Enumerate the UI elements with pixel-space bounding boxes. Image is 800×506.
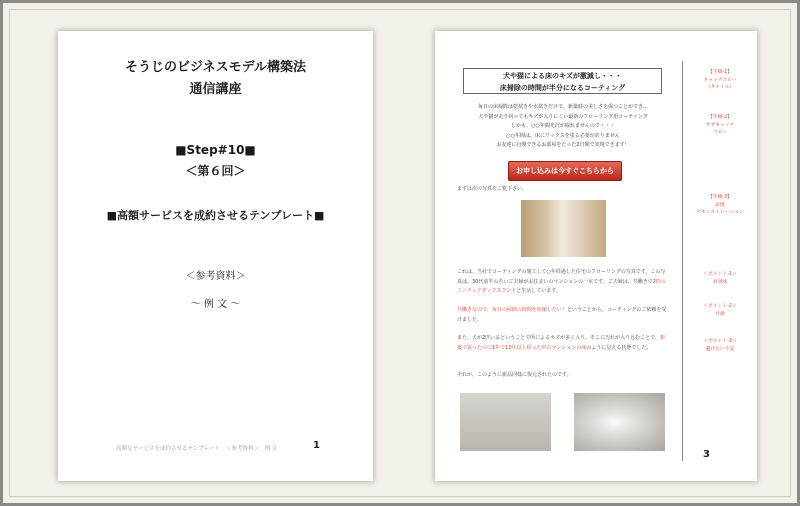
intro-line: 毎日の床掃除は乾拭きや水拭きだけで、新築時の美しさを保つことができ… <box>478 104 648 110</box>
side-note-line: 避けたい不安 <box>705 346 735 352</box>
page-number: 1 <box>313 440 320 451</box>
side-note-step-3 <box>687 194 753 217</box>
para1-highlight: 2匹のミニチュアダックスフンド <box>457 278 666 294</box>
para3-highlight: 新築で買ったのに1年で10年以上経った中古マンションの床 <box>457 335 666 351</box>
example-page <box>435 31 757 481</box>
side-note-step-1 <box>687 69 753 92</box>
intro-line: お友達に自慢できるお部屋をたった2日間で実現できます！ <box>496 142 630 148</box>
para2-highlight: 共働きなので、毎日の掃除の時間を短縮したい！ <box>457 307 567 313</box>
example-label: ～ 例 文 ～ <box>190 299 241 310</box>
intro-line: しかも、○○年間光沢が取れませんので・・・ <box>511 123 615 129</box>
photo-intro: まずは次の写真をご覧下さい。 <box>457 186 528 192</box>
cover-page <box>58 31 373 481</box>
footer-title: 高額なサービスを成約させるテンプレート <box>116 446 221 452</box>
reference-label: ＜参考資料＞ <box>185 271 246 282</box>
apply-now-button[interactable]: お申し込みは今すぐこちらから <box>508 161 622 181</box>
session-label: ＜第６回＞ <box>185 164 246 178</box>
side-note-line: サブキャッチ <box>705 122 735 128</box>
side-note-line: 【手順-3】 <box>708 195 732 200</box>
para3-text-end: のように見える状態でした。 <box>586 344 652 351</box>
course-subtitle: 通信講座 <box>189 82 242 97</box>
para1-text-end: と生活しています。 <box>516 288 561 294</box>
after-photo-1 <box>460 393 551 451</box>
para3-text: また、犬が2匹いるということで所によるキズが多く入り、そこに汚れが入り込むことで、 <box>457 335 660 341</box>
intro-line: 犬や猫が走り回ってもキズが入りにくい最新のフローリング用コーティング <box>478 113 648 120</box>
side-note-step-2 <box>687 114 753 137</box>
sub-catch-copy <box>455 103 671 151</box>
para1-text: これは、当社でコーティングの施工して○年経過した住宅のフローリングの写真です。この写真は、30代前半の若いご夫婦がお住まいのマンションの一室です。ご夫婦は、共働きで <box>457 269 666 285</box>
paragraph-3 <box>457 334 669 353</box>
side-note-point-3 <box>687 338 753 353</box>
side-note-line: 真実味 <box>712 279 728 285</box>
course-title: そうじのビジネスモデル構築法 <box>125 60 306 75</box>
side-note-line: 証拠 <box>715 202 725 208</box>
intro-line: ○○年間は、床にワックスを塗る必要がありません <box>506 132 620 139</box>
side-note-line: ＜ポイント-3＞ <box>703 339 737 344</box>
catch-copy-box <box>463 68 662 94</box>
side-note-line: デモンストレーション <box>696 210 744 215</box>
paragraph-2 <box>457 306 669 325</box>
template-heading: ■高額サービスを成約させるテンプレート■ <box>106 209 325 222</box>
step-label: ■Step#10■ <box>175 143 256 157</box>
para2-text: ということから、コーティングのご依頼を受けました。 <box>457 307 667 323</box>
side-note-line: 共感 <box>715 311 725 317</box>
side-note-line: （タイトル） <box>705 85 735 90</box>
page-number: 3 <box>703 449 710 460</box>
side-note-line: ＜ポイント-1＞ <box>703 272 737 277</box>
footer-reference: ＜参考資料＞ 例 文 <box>226 446 278 452</box>
headline-line-2: 床掃除の時間が半分になるコーティング <box>499 84 626 92</box>
side-note-line: コピー <box>712 130 728 135</box>
side-note-point-2 <box>687 303 753 318</box>
side-note-line: 【手順-2】 <box>708 115 732 120</box>
margin-divider <box>682 61 683 461</box>
after-photo-2 <box>574 393 665 451</box>
before-photo <box>521 200 606 257</box>
side-note-point-1 <box>687 271 753 286</box>
paragraph-4: それが、このように新品同様に復元されたのです。 <box>457 372 572 378</box>
side-note-line: 【手順-1】 <box>708 70 732 75</box>
headline-line-1: 犬や猫による床のキズが激減し・・・ <box>503 72 622 80</box>
side-note-line: キャッチコピー <box>703 77 737 83</box>
paragraph-1 <box>457 268 669 297</box>
side-note-line: ＜ポイント-2＞ <box>703 304 737 309</box>
